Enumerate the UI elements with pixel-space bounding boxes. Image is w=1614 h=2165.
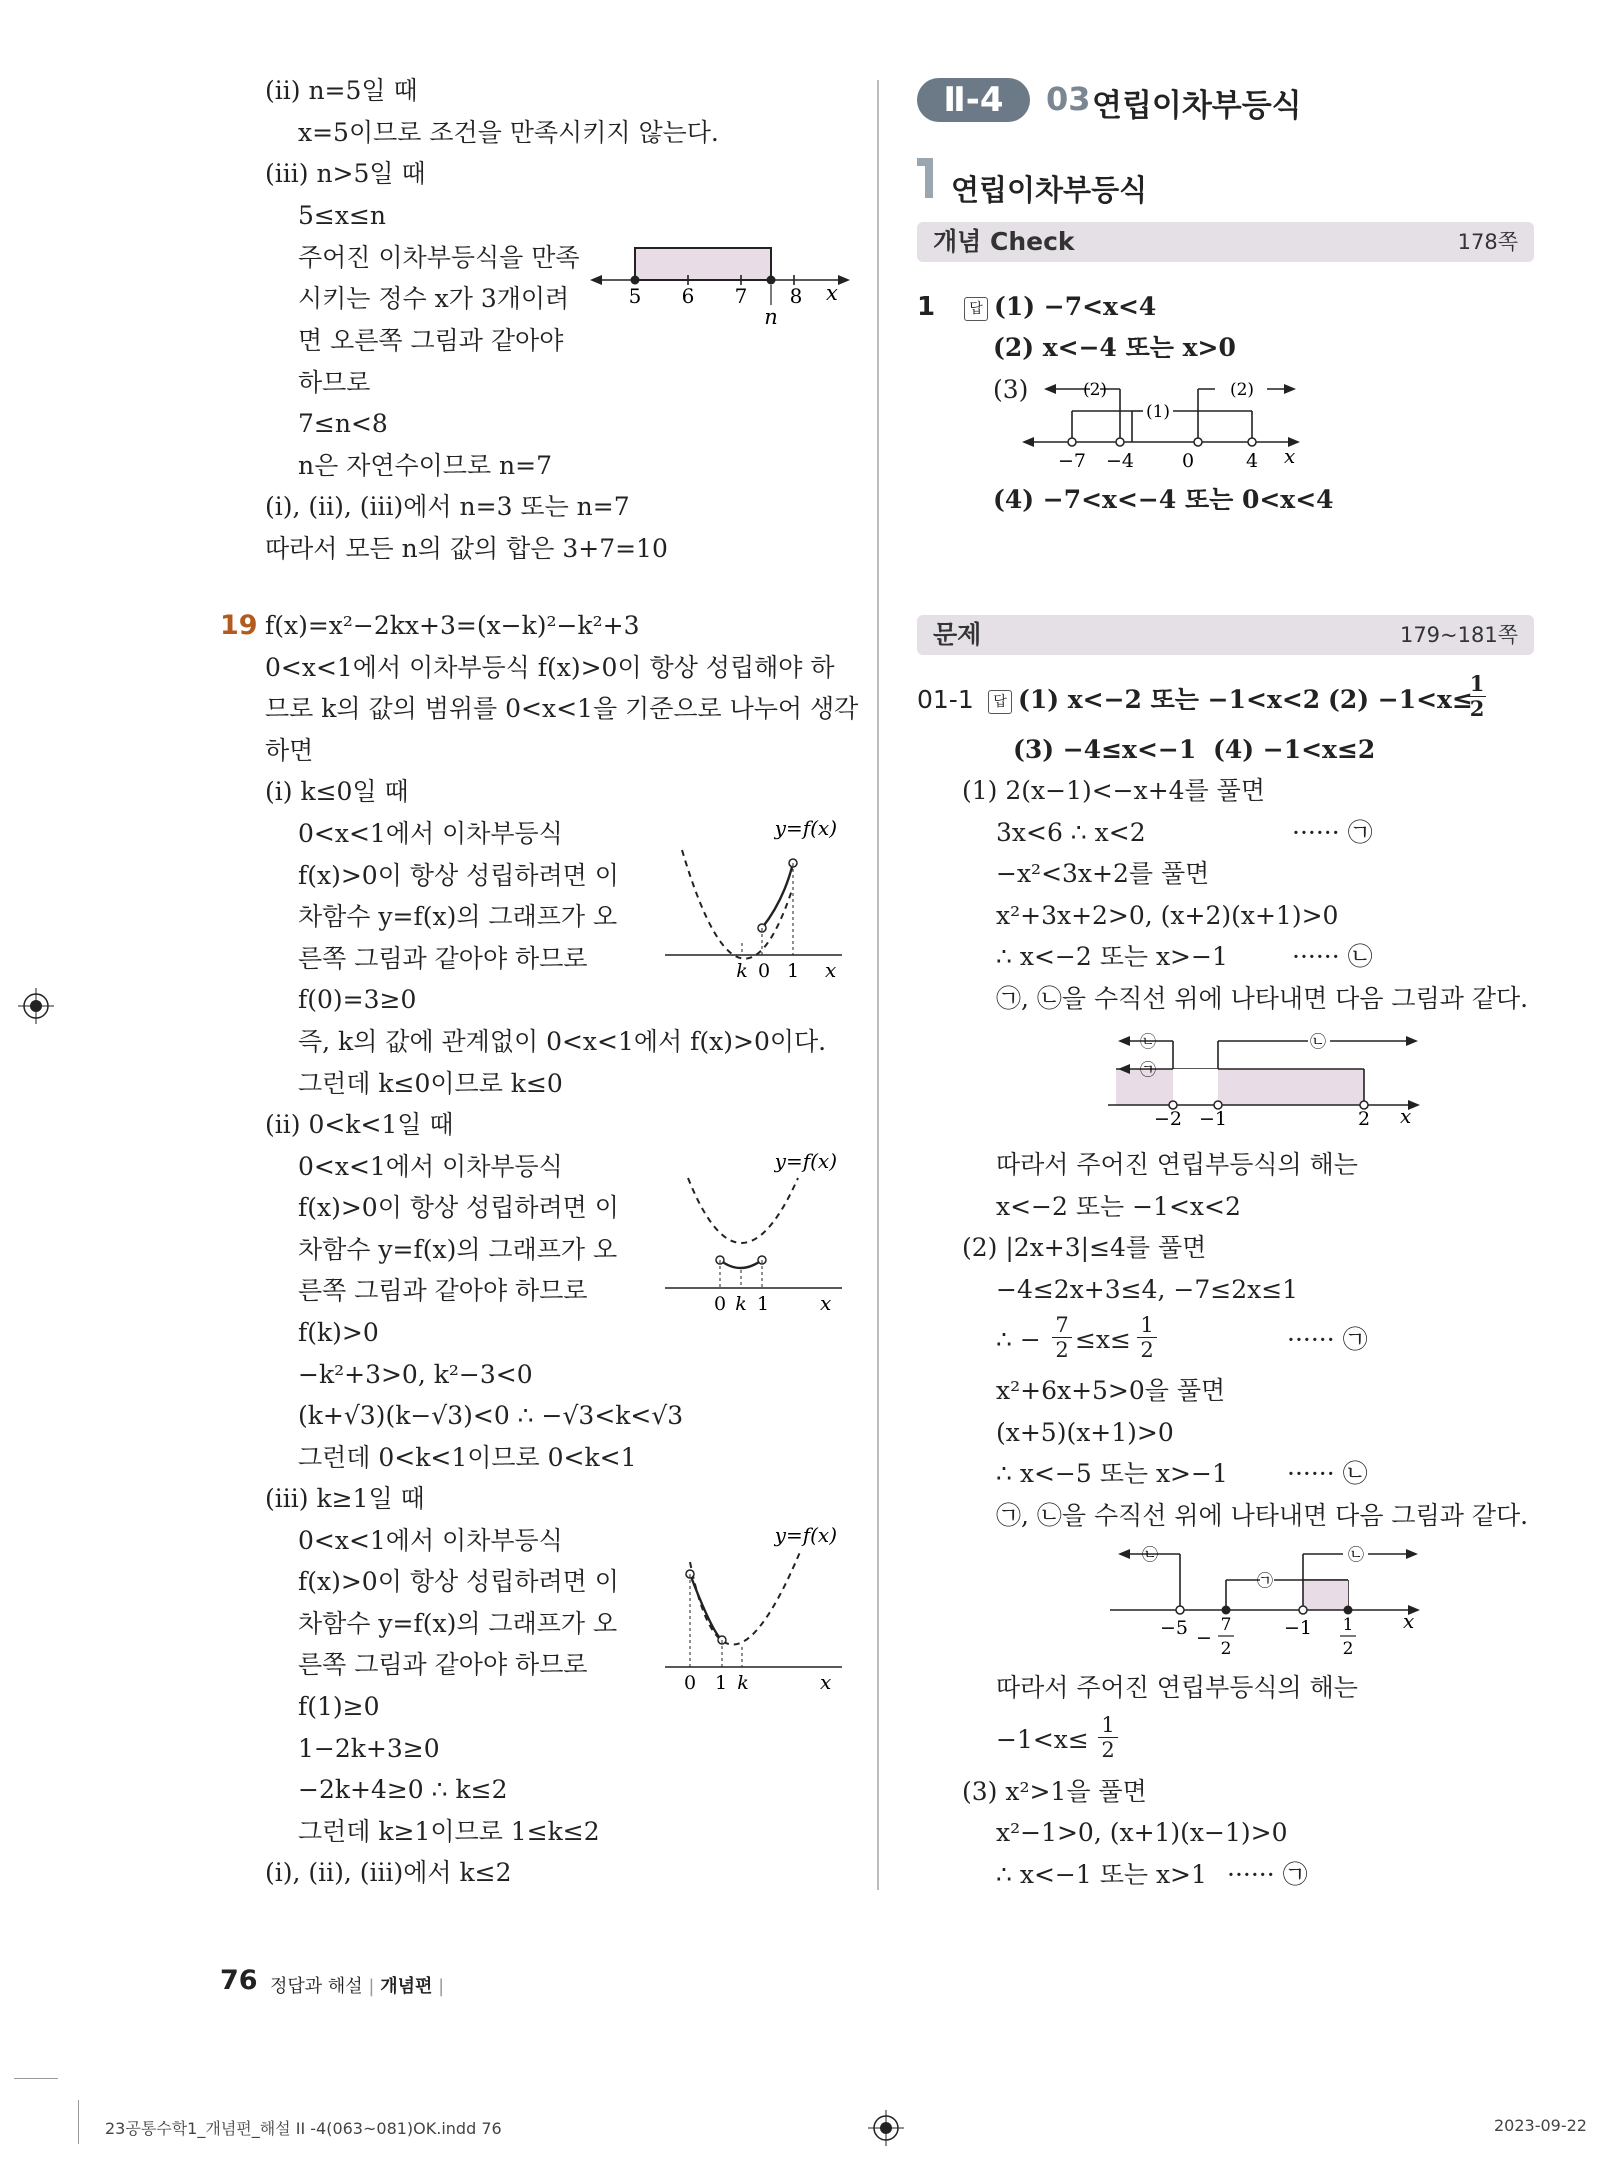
fraction bbox=[1137, 1313, 1157, 1362]
text-line: ㉠, ㉡을 수직선 위에 나타내면 다음 그림과 같다. bbox=[996, 984, 1529, 1013]
text-line: 5≤x≤n bbox=[298, 201, 387, 230]
text-line: 른쪽 그림과 같아야 하므로 bbox=[298, 944, 588, 973]
book-title: 정답과 해설 bbox=[270, 1976, 363, 1997]
answer-icon: 답 bbox=[988, 690, 1012, 714]
question-number: 1 bbox=[917, 292, 936, 322]
text-line: 0<x<1에서 이차부등식 bbox=[298, 1152, 563, 1181]
answer-text: (2) x<−4 또는 x>0 bbox=[993, 333, 1236, 362]
text: ≤x≤ bbox=[1075, 1325, 1131, 1354]
text-line: (ⅱ) 0<k<1일 때 bbox=[265, 1110, 454, 1139]
circled-marker: ㉠ bbox=[1139, 1060, 1157, 1079]
axis-label: x bbox=[820, 1670, 832, 1692]
text-line: f(1)≥0 bbox=[298, 1692, 380, 1721]
chapter-title: 연립이차부등식 bbox=[1092, 88, 1302, 124]
dots-marker bbox=[1287, 1459, 1368, 1489]
tick-label: 7 bbox=[734, 284, 748, 308]
text-line: (3) x²>1을 풀면 bbox=[962, 1777, 1147, 1806]
text-line: 7≤n<8 bbox=[298, 409, 388, 438]
text-line: 그런데 k≤0이므로 k≤0 bbox=[298, 1069, 563, 1098]
text-line: −2k+4≥0 ∴ k≤2 bbox=[298, 1775, 508, 1804]
concept-check-bar bbox=[917, 222, 1534, 262]
circled-marker: ㉠ bbox=[1282, 1860, 1308, 1889]
graph-title: y=f(x) bbox=[774, 1149, 837, 1173]
tick-label: 1 bbox=[756, 1293, 770, 1315]
tick-label: k bbox=[736, 960, 748, 982]
text-line: (ⅰ) k≤0일 때 bbox=[265, 777, 409, 806]
fraction bbox=[1052, 1313, 1072, 1362]
text-line: −k²+3>0, k²−3<0 bbox=[298, 1360, 533, 1389]
circled-marker: ㉡ bbox=[1342, 1459, 1368, 1488]
text-line: 0<x<1에서 이차부등식 bbox=[298, 1526, 563, 1555]
text-line: (ⅲ) k≥1일 때 bbox=[265, 1484, 425, 1513]
tick-label: −5 bbox=[1159, 1617, 1189, 1639]
text-line: 주어진 이차부등식을 만족 bbox=[298, 243, 580, 272]
crop-mark bbox=[78, 2100, 79, 2144]
text-line: (ⅰ), (ⅱ), (ⅲ)에서 n=3 또는 n=7 bbox=[265, 492, 630, 521]
tick-label: −1 bbox=[1283, 1617, 1313, 1639]
answer-line bbox=[964, 292, 1156, 322]
tick-label: 0 bbox=[1181, 450, 1195, 472]
text-line: 3x<6 ∴ x<2 bbox=[996, 818, 1146, 847]
answer-text: (1) −7<x<4 bbox=[994, 292, 1157, 321]
file-slug: 23공통수학1_개념편_해설 II -4(063~081)OK.indd 76 bbox=[105, 2119, 502, 2138]
n-label: n bbox=[764, 305, 778, 329]
dots: ······ bbox=[1287, 1325, 1335, 1354]
text-line: f(k)>0 bbox=[298, 1318, 379, 1347]
text-line: 따라서 주어진 연립부등식의 해는 bbox=[996, 1673, 1358, 1702]
axis-label: x bbox=[1284, 444, 1296, 468]
text-line: −4≤2x+3≤4, −7≤2x≤1 bbox=[996, 1275, 1299, 1304]
text-line: (ⅱ) n=5일 때 bbox=[265, 76, 418, 105]
tick-label: 5 bbox=[628, 284, 642, 308]
parabola-graph bbox=[660, 1522, 850, 1692]
circled-marker: ㉡ bbox=[1139, 1032, 1157, 1051]
fraction-denominator: 2 bbox=[1052, 1337, 1072, 1362]
answer-line bbox=[988, 685, 1320, 715]
tick-label: 2 bbox=[1357, 1108, 1371, 1125]
range-label: (2) bbox=[1082, 380, 1108, 400]
section-number-icon bbox=[917, 158, 937, 202]
text-line: 면 오른쪽 그림과 같아야 bbox=[298, 326, 564, 355]
tick-label: 6 bbox=[681, 284, 695, 308]
chapter-number: 03 bbox=[1046, 80, 1091, 118]
bar-page: 178쪽 bbox=[1457, 230, 1518, 254]
circled-marker: ㉡ bbox=[1347, 942, 1373, 971]
text-line bbox=[996, 1325, 1041, 1355]
text-line: (2) |2x+3|≤4를 풀면 bbox=[962, 1233, 1207, 1262]
text-line: 차함수 y=f(x)의 그래프가 오 bbox=[298, 902, 618, 931]
answer-text: (4) −7<x<−4 또는 0<x<4 bbox=[993, 485, 1334, 514]
tick-label: −2 bbox=[1153, 1108, 1183, 1125]
range-label: (1) bbox=[1145, 402, 1171, 422]
text-line: (ⅲ) n>5일 때 bbox=[265, 159, 426, 188]
tick-label: −4 bbox=[1105, 450, 1135, 472]
circled-marker: ㉡ bbox=[1141, 1545, 1159, 1564]
text-line: x<−2 또는 −1<x<2 bbox=[996, 1192, 1241, 1221]
answer-icon: 답 bbox=[964, 297, 988, 321]
range-label: (2) bbox=[1229, 380, 1255, 400]
tick-label: −1 bbox=[1198, 1108, 1228, 1125]
fraction-numerator: 7 bbox=[1220, 1615, 1232, 1635]
dots: ······ bbox=[1292, 818, 1340, 847]
fraction-numerator: 1 bbox=[1469, 671, 1485, 696]
text-line: 그런데 0<k<1이므로 0<k<1 bbox=[298, 1443, 637, 1472]
text-line: n은 자연수이므로 n=7 bbox=[298, 451, 552, 480]
tick-label: k bbox=[737, 1672, 749, 1692]
circled-marker: ㉡ bbox=[1309, 1032, 1327, 1051]
text-line: x²−1>0, (x+1)(x−1)>0 bbox=[996, 1818, 1288, 1847]
graph-title: y=f(x) bbox=[774, 1523, 837, 1547]
circled-marker: ㉠ bbox=[1256, 1571, 1274, 1590]
text-line: f(x)>0이 항상 성립하려면 이 bbox=[298, 1193, 619, 1222]
text-line: x²+6x+5>0을 풀면 bbox=[996, 1376, 1226, 1405]
text-line: 1−2k+3≥0 bbox=[298, 1734, 440, 1763]
fraction-numerator: 1 bbox=[1101, 1713, 1115, 1737]
registration-mark-icon bbox=[18, 988, 54, 1024]
text-line: ∴ x<−1 또는 x>1 bbox=[996, 1860, 1207, 1889]
answer-text: (1) x<−2 또는 −1<x<2 bbox=[1018, 685, 1321, 714]
text-line: ∴ x<−5 또는 x>−1 bbox=[996, 1459, 1228, 1488]
answer-text: (3) bbox=[993, 375, 1029, 404]
fraction-numerator: 7 bbox=[1055, 1313, 1069, 1337]
parabola-graph bbox=[660, 815, 850, 985]
problem-number: 19 bbox=[220, 610, 258, 641]
fraction-denominator: 2 bbox=[1342, 1639, 1354, 1659]
text-line: (1) 2(x−1)<−x+4를 풀면 bbox=[962, 776, 1265, 805]
problem-bar bbox=[917, 615, 1534, 655]
answer-text: (3) −4≤x<−1 bbox=[1013, 735, 1197, 764]
bar-label: 문제 bbox=[933, 620, 982, 649]
circled-marker: ㉡ bbox=[1347, 1545, 1365, 1564]
tick-label: 0 bbox=[757, 960, 771, 982]
text-line: 차함수 y=f(x)의 그래프가 오 bbox=[298, 1609, 618, 1638]
number-line-figure bbox=[1108, 1540, 1428, 1665]
axis-label: x bbox=[820, 1291, 832, 1315]
text-line: 하므로 bbox=[298, 368, 371, 397]
fraction-denominator: 2 bbox=[1469, 696, 1485, 721]
text-line: f(x)>0이 항상 성립하려면 이 bbox=[298, 861, 619, 890]
tick-label: 1 bbox=[786, 960, 800, 982]
registration-mark-icon bbox=[868, 2110, 904, 2146]
tick-label: 0 bbox=[683, 1672, 697, 1692]
dots-marker bbox=[1227, 1860, 1308, 1890]
text-line: (k+√3)(k−√3)<0 ∴ −√3<k<√3 bbox=[298, 1401, 684, 1430]
text-line: (x+5)(x+1)>0 bbox=[996, 1418, 1174, 1447]
text-line: 차함수 y=f(x)의 그래프가 오 bbox=[298, 1235, 618, 1264]
text-line: 따라서 주어진 연립부등식의 해는 bbox=[996, 1150, 1358, 1179]
dots: ······ bbox=[1292, 942, 1340, 971]
dots-marker bbox=[1287, 1325, 1368, 1355]
circled-marker: ㉠ bbox=[1347, 818, 1373, 847]
page-number: 76 bbox=[220, 1965, 258, 1996]
problem-number: 01-1 bbox=[917, 685, 974, 714]
graph-title: y=f(x) bbox=[774, 816, 837, 840]
fraction-denominator: 2 bbox=[1098, 1737, 1118, 1762]
parabola-graph bbox=[660, 1148, 850, 1318]
number-line-figure bbox=[1020, 375, 1310, 475]
answer-text: (4) −1<x≤2 bbox=[1213, 735, 1376, 764]
text-line: 즉, k의 값에 관계없이 0<x<1에서 f(x)>0이다. bbox=[298, 1027, 827, 1056]
bar-label: 개념 Check bbox=[933, 227, 1075, 256]
answer-text: (2) −1<x≤ bbox=[1328, 685, 1473, 714]
file-date: 2023-09-22 bbox=[1494, 2116, 1587, 2135]
fraction-denominator: 2 bbox=[1220, 1639, 1232, 1659]
axis-label: x bbox=[825, 958, 837, 982]
number-line-figure bbox=[590, 235, 855, 330]
text-line: x=5이므로 조건을 만족시키지 않는다. bbox=[298, 118, 719, 147]
crop-mark bbox=[14, 2078, 58, 2079]
fraction-denominator: 2 bbox=[1137, 1337, 1157, 1362]
text-line: −1<x≤ bbox=[996, 1725, 1089, 1754]
tick-label: 0 bbox=[713, 1293, 727, 1315]
fraction bbox=[1468, 672, 1486, 721]
text-line: (ⅰ), (ⅱ), (ⅲ)에서 k≤2 bbox=[265, 1858, 512, 1887]
text-line: 0<x<1에서 이차부등식 bbox=[298, 819, 563, 848]
text-line: −x²<3x+2를 풀면 bbox=[996, 859, 1210, 888]
text-line: 른쪽 그림과 같아야 하므로 bbox=[298, 1650, 588, 1679]
text-line: 그런데 k≥1이므로 1≤k≤2 bbox=[298, 1817, 600, 1846]
text-line: 시키는 정수 x가 3개이려 bbox=[298, 284, 570, 313]
dots: ······ bbox=[1227, 1860, 1275, 1889]
column-divider bbox=[877, 80, 879, 1890]
axis-label: x bbox=[826, 281, 838, 305]
chapter-badge: Ⅱ-4 bbox=[917, 78, 1030, 122]
dots-marker bbox=[1292, 818, 1373, 848]
text-line: x²+3x+2>0, (x+2)(x+1)>0 bbox=[996, 901, 1339, 930]
text-line: f(0)=3≥0 bbox=[298, 985, 417, 1014]
tick-label: 1 bbox=[714, 1672, 728, 1692]
circled-marker: ㉠ bbox=[1342, 1325, 1368, 1354]
axis-label: x bbox=[1403, 1609, 1415, 1633]
book-part: 개념편 bbox=[380, 1976, 433, 1997]
text: ∴ − bbox=[996, 1325, 1041, 1354]
dots-marker bbox=[1292, 942, 1373, 972]
tick-label: −7 bbox=[1057, 450, 1087, 472]
fraction bbox=[1098, 1713, 1118, 1762]
text-line: 하면 bbox=[265, 736, 314, 765]
section-title: 연립이차부등식 bbox=[951, 173, 1148, 207]
tick-label: k bbox=[735, 1293, 747, 1315]
text-line: 른쪽 그림과 같아야 하므로 bbox=[298, 1276, 588, 1305]
axis-label: x bbox=[1400, 1104, 1412, 1125]
text-line: 0<x<1에서 이차부등식 f(x)>0이 항상 성립해야 하 bbox=[265, 653, 835, 682]
fraction-numerator: 1 bbox=[1342, 1615, 1354, 1635]
number-line-figure bbox=[1108, 1025, 1428, 1125]
text-line: 므로 k의 값의 범위를 0<x<1을 기준으로 나누어 생각 bbox=[265, 694, 859, 723]
bar-page: 179~181쪽 bbox=[1399, 623, 1518, 647]
text-line: 따라서 모든 n의 값의 합은 3+7=10 bbox=[265, 534, 668, 563]
minus-sign: − bbox=[1196, 1627, 1212, 1649]
fraction-numerator: 1 bbox=[1140, 1313, 1154, 1337]
text-line: ㉠, ㉡을 수직선 위에 나타내면 다음 그림과 같다. bbox=[996, 1501, 1529, 1530]
text-line: ∴ x<−2 또는 x>−1 bbox=[996, 942, 1228, 971]
text-line: f(x)=x²−2kx+3=(x−k)²−k²+3 bbox=[265, 611, 640, 640]
tick-label: 8 bbox=[789, 284, 803, 308]
text-line: f(x)>0이 항상 성립하려면 이 bbox=[298, 1567, 619, 1596]
dots: ······ bbox=[1287, 1459, 1335, 1488]
footer-book: 정답과 해설 | 개념편 | bbox=[270, 1976, 445, 1997]
tick-label: 4 bbox=[1245, 450, 1259, 472]
